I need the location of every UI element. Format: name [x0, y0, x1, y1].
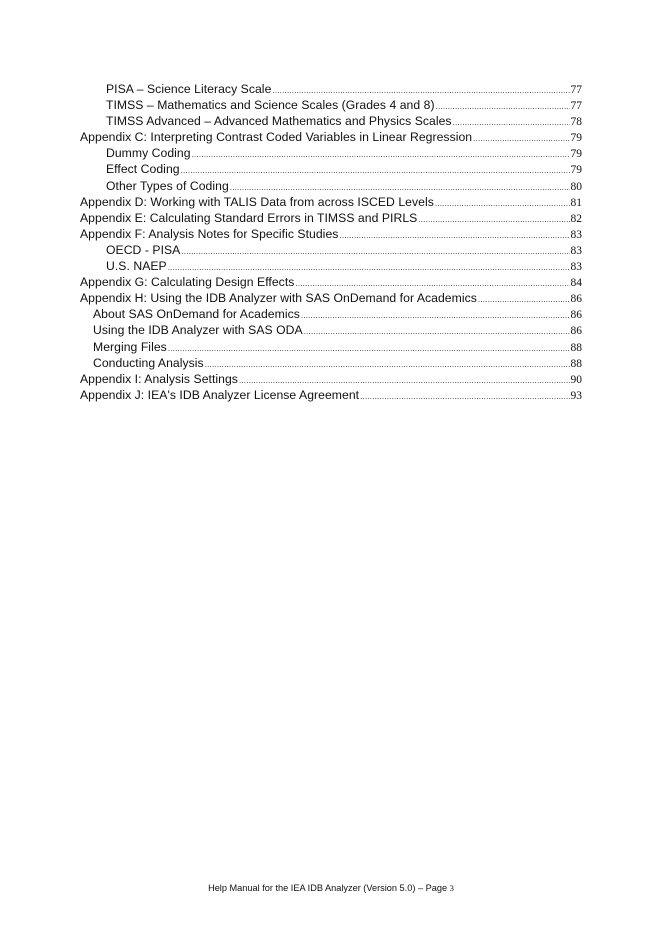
toc-entry-title: Appendix H: Using the IDB Analyzer with SAS OnDemand for Academics: [80, 291, 477, 306]
toc-entry-title: Appendix F: Analysis Notes for Specific Studies: [80, 226, 339, 241]
toc-entry-page: 88: [570, 357, 582, 370]
toc-entry[interactable]: [80, 210, 582, 226]
toc-entry-title: Using the IDB Analyzer with SAS ODA: [93, 323, 303, 338]
table-of-contents: [80, 81, 582, 403]
toc-entry-page: 78: [570, 116, 582, 129]
toc-entry-page: 84: [570, 277, 582, 290]
toc-entry-page: 83: [570, 261, 582, 274]
toc-entry-title: Conducting Analysis: [93, 355, 204, 370]
toc-entry-page: 77: [570, 84, 582, 96]
toc-entry[interactable]: [80, 81, 582, 97]
toc-entry-title: U.S. NAEP: [106, 259, 167, 274]
toc-entry[interactable]: [80, 178, 582, 194]
toc-dot-leader: [301, 308, 570, 324]
toc-entry-page: 90: [570, 373, 582, 386]
toc-dot-leader: [181, 244, 569, 260]
toc-entry[interactable]: [80, 274, 582, 290]
toc-dot-leader: [168, 341, 570, 357]
toc-entry[interactable]: [80, 97, 582, 113]
toc-dot-leader: [418, 212, 569, 228]
toc-entry-page: 86: [570, 325, 582, 338]
toc-entry[interactable]: [80, 161, 582, 177]
toc-entry[interactable]: [80, 355, 582, 371]
toc-entry-page: 83: [570, 244, 582, 257]
toc-entry-title: About SAS OnDemand for Academics: [93, 307, 300, 322]
toc-entry[interactable]: [80, 113, 582, 129]
toc-dot-leader: [435, 196, 570, 212]
toc-dot-leader: [478, 292, 570, 308]
toc-entry-page: 83: [570, 228, 582, 241]
toc-entry-page: 79: [570, 148, 582, 161]
toc-dot-leader: [192, 147, 570, 163]
toc-entry-title: Appendix E: Calculating Standard Errors in TIMSS and PIRLS: [80, 210, 418, 225]
toc-entry-page: 81: [570, 196, 582, 209]
toc-entry[interactable]: [80, 371, 582, 387]
toc-entry-title: TIMSS Advanced – Advanced Mathematics and Physics Scales: [106, 114, 452, 129]
toc-entry-title: Appendix C: Interpreting Contrast Coded Variables in Linear Regression: [80, 130, 473, 145]
toc-entry-title: TIMSS – Mathematics and Science Scales (Grades 4 and 8): [106, 98, 435, 113]
toc-entry[interactable]: [80, 290, 582, 306]
toc-entry-page: 79: [570, 164, 582, 177]
toc-entry[interactable]: [80, 322, 582, 338]
footer-page-number: 3: [449, 883, 454, 893]
toc-entry-page: 93: [570, 389, 582, 402]
toc-entry-page: 88: [570, 341, 582, 354]
toc-entry-page: 86: [570, 309, 582, 322]
toc-entry[interactable]: [80, 226, 582, 242]
toc-entry[interactable]: [80, 387, 582, 403]
toc-dot-leader: [473, 131, 569, 147]
toc-entry-page: 86: [570, 293, 582, 306]
toc-dot-leader: [304, 324, 570, 340]
toc-entry-page: 79: [570, 132, 582, 145]
toc-entry[interactable]: [80, 242, 582, 258]
toc-entry[interactable]: [80, 194, 582, 210]
toc-entry[interactable]: [80, 339, 582, 355]
toc-entry-title: Merging Files: [93, 339, 167, 354]
toc-dot-leader: [181, 163, 570, 179]
toc-entry-title: Appendix J: IEA's IDB Analyzer License Agreement: [80, 387, 360, 402]
toc-entry[interactable]: [80, 306, 582, 322]
toc-entry-title: Dummy Coding: [106, 146, 191, 161]
toc-entry[interactable]: [80, 258, 582, 274]
toc-entry-title: PISA – Science Literacy Scale: [106, 82, 272, 96]
toc-entry-title: Appendix D: Working with TALIS Data from across ISCED Levels: [80, 194, 434, 209]
toc-dot-leader: [339, 228, 569, 244]
toc-entry-page: 80: [570, 180, 582, 193]
toc-dot-leader: [205, 357, 570, 373]
footer-text: Help Manual for the IEA IDB Analyzer (Version 5.0) – Page: [208, 883, 448, 893]
toc-entry-title: Appendix G: Calculating Design Effects: [80, 275, 295, 290]
toc-entry-title: Effect Coding: [106, 162, 180, 177]
page-footer: [0, 883, 662, 893]
toc-entry-title: OECD - PISA: [106, 242, 181, 257]
toc-entry-title: Appendix I: Analysis Settings: [80, 371, 238, 386]
toc-entry-title: Other Types of Coding: [106, 178, 229, 193]
toc-entry-page: 82: [570, 212, 582, 225]
toc-dot-leader: [360, 389, 569, 405]
toc-dot-leader: [436, 99, 570, 115]
toc-entry[interactable]: [80, 129, 582, 145]
toc-entry[interactable]: [80, 145, 582, 161]
toc-entry-page: 77: [570, 100, 582, 113]
